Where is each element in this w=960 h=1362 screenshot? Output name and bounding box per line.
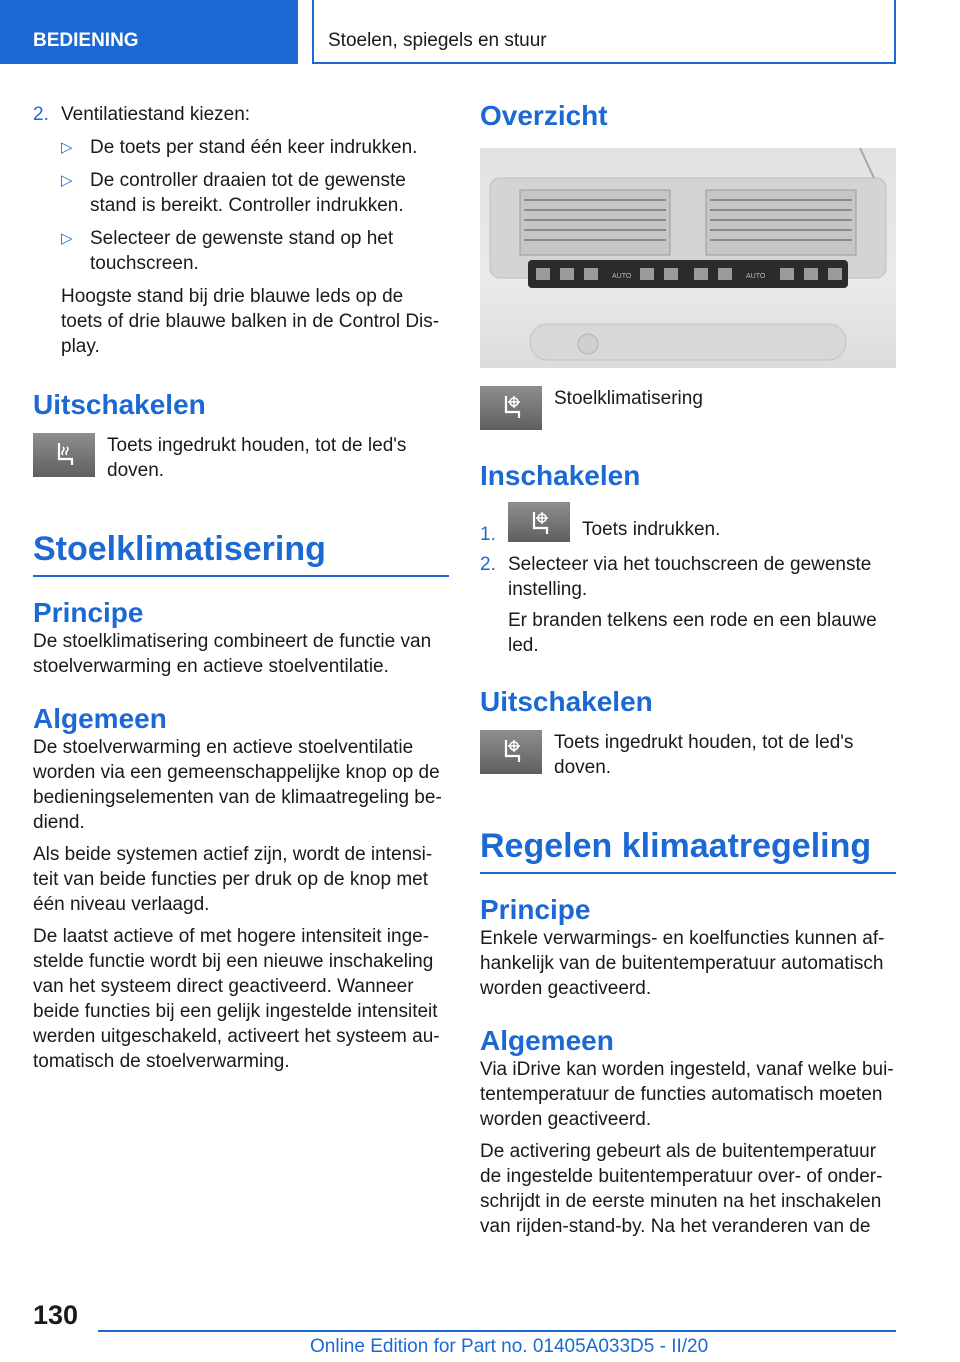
- section-heading-uitschakelen: Uitschakelen: [480, 686, 653, 717]
- principe-text: Enkele verwarmings- en koelfuncties kunnen afhankelijk van de buitentemperatuur automatisch worden geactiveerd.: [480, 928, 885, 999]
- icon-row-uitschakelen: [33, 433, 449, 490]
- section-heading-algemeen: Algemeen: [33, 703, 167, 734]
- algemeen-paragraph: Als beide systemen actief zijn, wordt de intensiteit van beide functies per druk op de knop met één niveau verlaagd.: [33, 844, 433, 915]
- section-heading-uitschakelen: Uitschakelen: [33, 389, 206, 420]
- climate-panel-illustration: [480, 148, 896, 368]
- page-number: 130: [33, 1300, 79, 1330]
- step-2: [33, 102, 449, 127]
- section-heading-principe: Principe: [33, 597, 144, 628]
- step-number: 1.: [480, 524, 496, 545]
- footer-divider: [98, 1330, 896, 1332]
- algemeen-paragraph: De stoelverwarming en actieve stoelventilatie worden via een gemeenschappelijke knop op de bedieningselementen van de klimaatregeling bediend.: [33, 737, 442, 833]
- bullet-item: [33, 168, 449, 218]
- step-2: [480, 552, 896, 602]
- seat-climate-icon: [480, 386, 542, 430]
- seat-climate-icon: [508, 502, 570, 542]
- bullet-text: De controller draaien tot de gewenste stand is bereikt. Controller indrukken.: [90, 170, 406, 216]
- seat-heat-icon: [33, 433, 95, 477]
- triangle-right-icon: ▷: [61, 139, 73, 156]
- triangle-right-icon: ▷: [61, 230, 73, 247]
- section-heading-algemeen: Algemeen: [480, 1025, 614, 1056]
- step-text: Selecteer via het touchscreen de gewenste instelling.: [508, 554, 872, 600]
- highest-level-note: Hoogste stand bij drie blauwe leds op de toets of drie blauwe balken in de Control Display.: [61, 286, 440, 357]
- step-2-subtext: Er branden telkens een rode en een blauwe led.: [508, 610, 877, 656]
- bullet-text: De toets per stand één keer indrukken.: [90, 137, 418, 158]
- step-number: 2.: [33, 104, 49, 125]
- section-heading-principe: Principe: [480, 894, 591, 925]
- icon-caption-row: [480, 386, 896, 430]
- step-number: 2.: [480, 554, 496, 575]
- section-heading-inschakelen: Inschakelen: [480, 460, 641, 491]
- panel-auto-left: AUTO: [612, 273, 632, 280]
- header-section: [0, 0, 298, 64]
- seat-climate-icon: [480, 730, 542, 774]
- uitschakelen-text: Toets ingedrukt houden, tot de led's doven.: [107, 435, 407, 481]
- step-1: [480, 502, 896, 545]
- panel-auto-right: AUTO: [746, 273, 766, 280]
- footer-edition: Online Edition for Part no. 01405A033D5 - II/20: [310, 1336, 709, 1357]
- bullet-item: [33, 135, 449, 160]
- header-chapter-label: Stoelen, spiegels en stuur: [328, 30, 547, 51]
- header-section-label: BEDIENING: [33, 30, 139, 51]
- algemeen-paragraph: De activering gebeurt als de buitentemperatuur de ingestelde buitentemperatuur over- of onderschrijdt in de eerste minuten na het inschakelen van rijden-stand-by. Na het veranderen van de: [480, 1141, 883, 1237]
- step-text: Ventilatiestand kiezen:: [61, 104, 251, 125]
- header-chapter: [312, 0, 896, 64]
- page-title-regelen-klimaatregeling: Regelen klimaatregeling: [480, 827, 896, 874]
- algemeen-paragraph: Via iDrive kan worden ingesteld, vanaf welke buitentemperatuur de functies automatisch moeten worden geactiveerd.: [480, 1059, 894, 1130]
- icon-caption: Stoelklimatisering: [554, 388, 703, 409]
- triangle-right-icon: ▷: [61, 172, 73, 189]
- step-text: Toets indrukken.: [582, 519, 721, 540]
- left-column: [33, 102, 449, 1081]
- principe-text: De stoelklimatisering combineert de functie van stoelverwarming en actieve stoelventilatie.: [33, 631, 432, 677]
- uitschakelen-text: Toets ingedrukt houden, tot de led's doven.: [554, 732, 854, 778]
- right-column: [480, 100, 896, 1246]
- bullet-text: Selecteer de gewenste stand op het touchscreen.: [90, 228, 394, 274]
- icon-row-uitschakelen: [480, 730, 896, 787]
- page-title-stoelklimatisering: Stoelklimatisering: [33, 530, 449, 577]
- section-heading-overzicht: Overzicht: [480, 100, 608, 131]
- algemeen-paragraph: De laatst actieve of met hogere intensiteit ingestelde functie wordt bij een nieuwe inschakeling van het systeem direct geactiveerd. Wanneer beide functies bij een gelijk ingestelde intensiteit werden uitgeschakeld, activeert het systeem automatisch de stoelverwarming.: [33, 926, 440, 1072]
- bullet-item: [33, 226, 449, 276]
- climate-panel-photo: [480, 148, 896, 368]
